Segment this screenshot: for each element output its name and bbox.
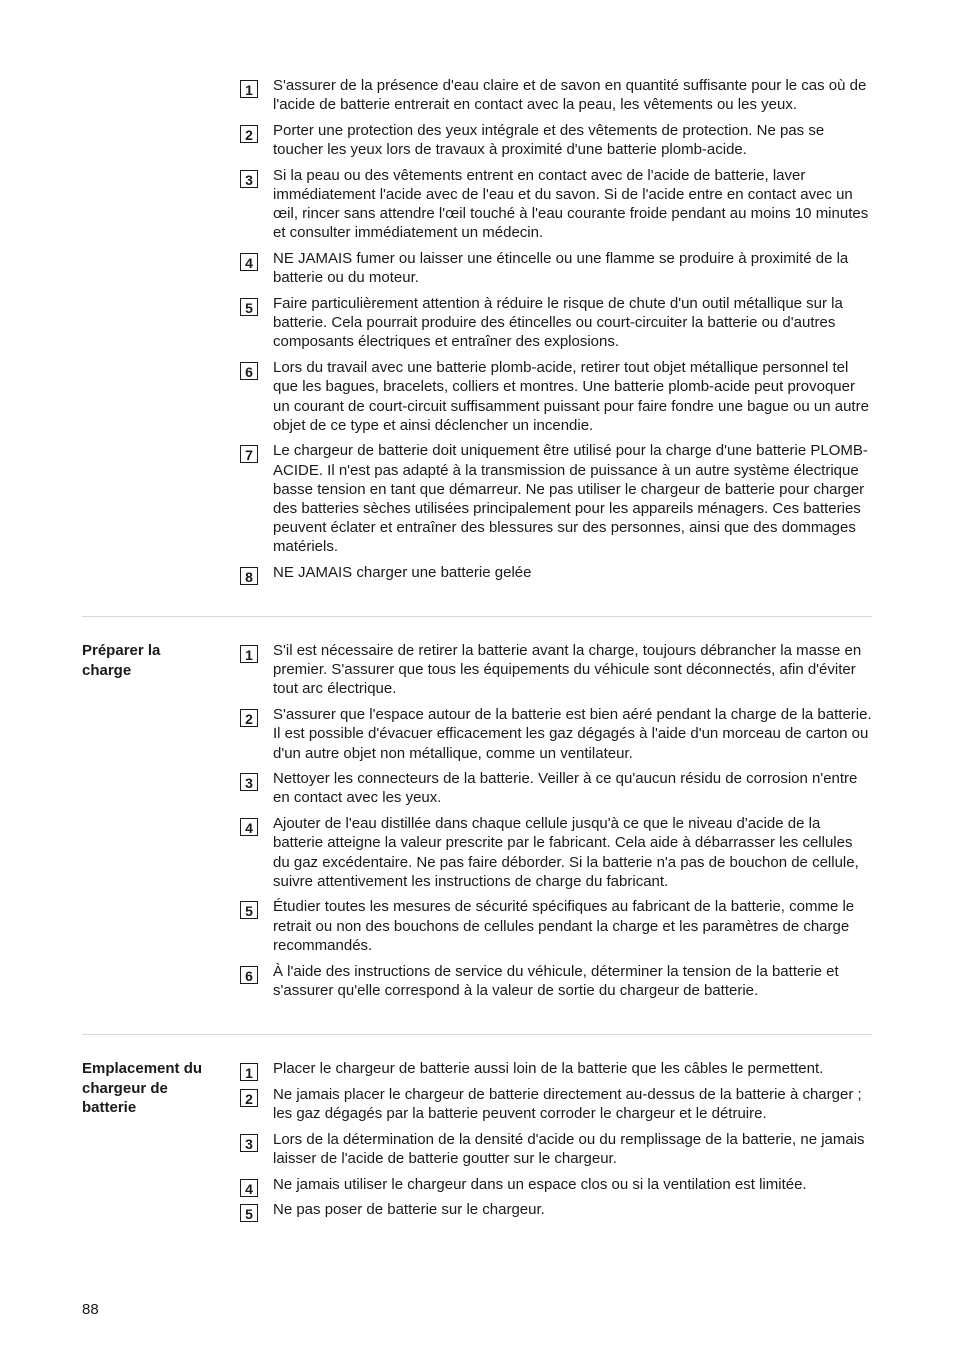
safety-list: [240, 76, 872, 589]
step-text: Étudier toutes les mesures de sécurité spécifiques au fabricant de la batterie, comme le retrait ou non des bouchons de cellules pendant la charge et les paramètres de charge recommandés.: [273, 898, 855, 954]
list-item: [240, 294, 872, 352]
step-text: NE JAMAIS fumer ou laisser une étincelle ou une flamme se produire à proximité de la batterie ou du moteur.: [273, 250, 849, 287]
step-text: S'il est nécessaire de retirer la batterie avant la charge, toujours débrancher la masse en premier. S'assurer que tous les équipements du véhicule sont déconnectés, afin d'éviter tout arc électrique.: [273, 642, 862, 698]
list-item: [240, 962, 872, 1000]
list-item: [240, 563, 872, 586]
list-item: [240, 1085, 872, 1123]
list-item: [240, 441, 872, 556]
section-divider: [82, 1034, 872, 1035]
section-divider: [82, 616, 872, 617]
section-heading: Emplacement du chargeur de batterie: [82, 1060, 203, 1116]
step-text: S'assurer que l'espace autour de la batterie est bien aéré pendant la charge de la batterie. Il est possible d'évacuer efficacement les gaz dégagés à l'aide d'un morceau de carton ou d'un autre objet non métallique, comme un ventilateur.: [273, 706, 872, 762]
step-number-box: 1: [240, 80, 258, 98]
step-number-box: 4: [240, 818, 258, 836]
step-number-box: 8: [240, 567, 258, 585]
location-list: [240, 1059, 872, 1226]
step-text: Lors du travail avec une batterie plomb-acide, retirer tout objet métallique personnel tel que les bagues, bracelets, colliers et montres. Une batterie plomb-acide peut provoquer un courant de court-circuit suffisamment puissant pour faire fondre une bague ou un autre objet de ce type et ainsi déclencher un incendie.: [273, 359, 869, 434]
step-text: Ajouter de l'eau distillée dans chaque cellule jusqu'à ce que le niveau d'acide de la batterie atteigne la valeur prescrite par le fabricant. Cela aide à débarrasser les cellules du gaz excédentaire. Ne pas faire déborder. Si la batterie n'a pas de bouchon de cellule, suivre attentivement les instructions de charge du fabricant.: [273, 815, 859, 890]
list-item: [240, 814, 872, 891]
list-item: [240, 1130, 872, 1168]
prepare-list: [240, 641, 872, 1006]
list-item: [240, 166, 872, 243]
list-item: [240, 249, 872, 287]
step-number-box: 2: [240, 1089, 258, 1107]
step-number-box: 5: [240, 1204, 258, 1222]
step-text: Faire particulièrement attention à réduire le risque de chute d'un outil métallique sur la batterie. Cela pourrait produire des étincelles ou court-circuiter la batterie ou d'autres composants électriques et entraîner des explosions.: [273, 295, 843, 351]
list-item: [240, 769, 872, 807]
step-text: Si la peau ou des vêtements entrent en contact avec de l'acide de batterie, laver immédiatement l'acide avec de l'eau et du savon. Si de l'acide entre en contact avec un œil, rincer sans attendre l'œil touché à l'eau courante froide pendant au moins 10 minutes et consulter immédiatement un médecin.: [273, 166, 869, 242]
step-number-box: 2: [240, 125, 258, 143]
list-item: [240, 705, 872, 763]
list-item: [240, 1175, 872, 1197]
list-item: [240, 641, 872, 699]
step-text: Porter une protection des yeux intégrale et des vêtements de protection. Ne pas se toucher les yeux lors de travaux à proximité d'une batterie plomb-acide.: [273, 121, 825, 159]
list-item: [240, 358, 872, 435]
step-number-box: 3: [240, 773, 258, 791]
step-number-box: 3: [240, 1134, 258, 1152]
section-heading: Préparer la charge: [82, 642, 161, 679]
step-number-box: 7: [240, 445, 258, 463]
page-number: 88: [82, 1301, 99, 1318]
list-item: [240, 1200, 872, 1223]
step-number-box: 3: [240, 170, 258, 188]
list-item: [240, 1059, 872, 1081]
step-number-box: 1: [240, 645, 258, 663]
step-text: Ne pas poser de batterie sur le chargeur.: [273, 1201, 545, 1219]
step-number-box: 4: [240, 1179, 258, 1197]
step-text: Nettoyer les connecteurs de la batterie. Veiller à ce qu'aucun résidu de corrosion n'entre en contact avec les yeux.: [273, 770, 858, 807]
list-item: [240, 897, 872, 955]
step-text: Placer le chargeur de batterie aussi loin de la batterie que les câbles le permettent.: [273, 1060, 824, 1077]
step-number-box: 4: [240, 253, 258, 271]
step-number-box: 5: [240, 298, 258, 316]
step-text: Ne jamais placer le chargeur de batterie directement au-dessus de la batterie à charger ; les gaz dégagés par la batterie peuvent corroder le chargeur et le détruire.: [273, 1085, 862, 1122]
step-text: Le chargeur de batterie doit uniquement être utilisé pour la charge d'une batterie PLOMB-ACIDE. Il n'est pas adapté à la transmission de puissance à un autre système électrique basse tension en tant que démarreur. Ne pas utiliser le chargeur de batterie pour charger des batteries sèches utilisées principalement pour les appareils ménagers. Ces batteries peuvent éclater et entraîner des blessures sur des personnes, ainsi que des dommages matériels.: [273, 442, 868, 556]
step-number-box: 5: [240, 901, 258, 919]
step-number-box: 6: [240, 362, 258, 380]
step-number-box: 1: [240, 1063, 258, 1081]
step-text: S'assurer de la présence d'eau claire et de savon en quantité suffisante pour le cas où de l'acide de batterie entrerait en contact avec la peau, les vêtements ou les yeux.: [273, 77, 867, 114]
step-number-box: 6: [240, 966, 258, 984]
list-item: [240, 121, 872, 159]
list-item: [240, 76, 872, 114]
step-text: Ne jamais utiliser le chargeur dans un espace clos ou si la ventilation est limitée.: [273, 1175, 807, 1193]
step-text: À l'aide des instructions de service du véhicule, déterminer la tension de la batterie et s'assurer qu'elle correspond à la valeur de sortie du chargeur de batterie.: [273, 962, 839, 999]
step-text: Lors de la détermination de la densité d'acide ou du remplissage de la batterie, ne jamais laisser de l'acide de batterie goutter sur le chargeur.: [273, 1130, 865, 1167]
step-number-box: 2: [240, 709, 258, 727]
step-text: NE JAMAIS charger une batterie gelée: [273, 564, 532, 582]
